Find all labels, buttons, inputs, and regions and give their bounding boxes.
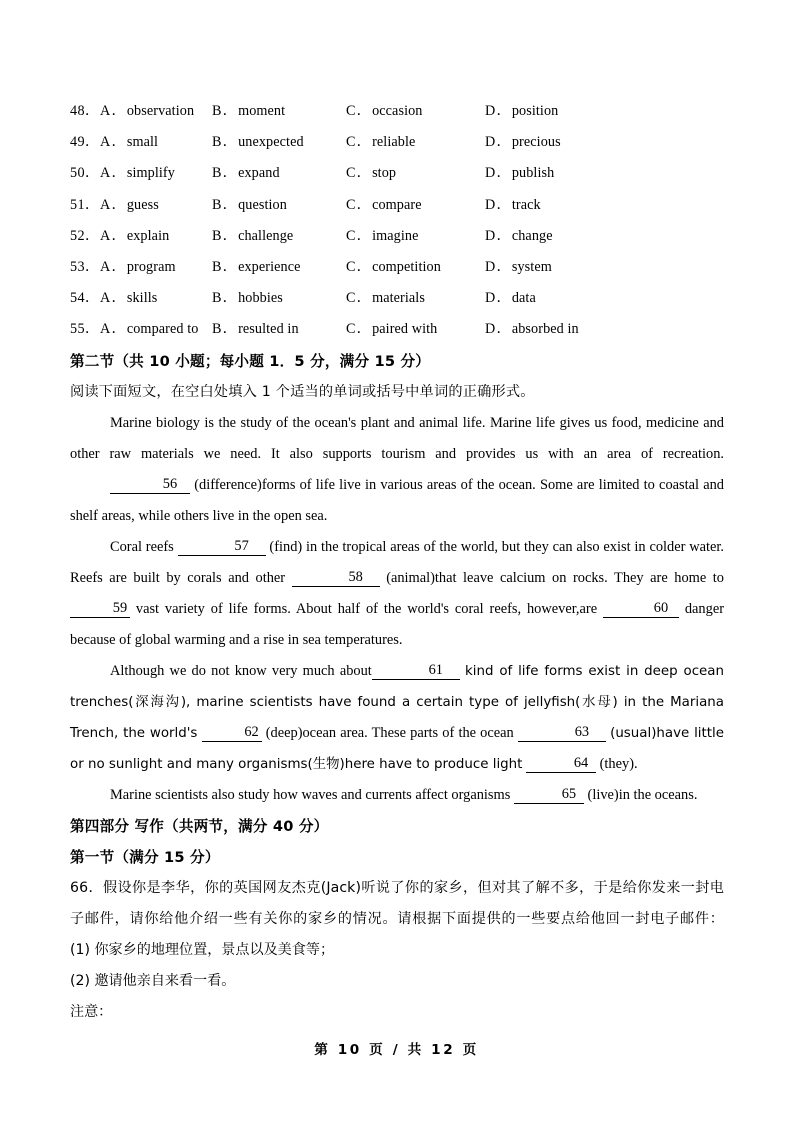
option-a-label: A． (100, 134, 127, 151)
passage-text-4a: Although we do not know very much about (110, 662, 372, 679)
option-b-label: B． (212, 165, 239, 182)
option-a[interactable] (100, 190, 159, 221)
multiple-choice-block (70, 96, 724, 346)
option-d-label: D． (485, 165, 512, 182)
option-a-label: A． (100, 165, 127, 182)
writing-prompt: 66．假设你是李华，你的英国网友杰克(Jack)听说了你的家乡，但对其了解不多，于是给你发来一封电子邮件，请你给他介绍一些有关你的家乡的情况。请根据下面提供的一些要点给他回一封电子邮件： (70, 879, 724, 927)
option-c-text: compare (372, 196, 422, 213)
option-c-label: C． (346, 227, 373, 244)
mc-row-48 (70, 96, 724, 127)
mc-row-50 (70, 158, 724, 189)
writing-notes-label: 注意： (70, 1003, 113, 1020)
option-a[interactable] (100, 221, 169, 252)
option-a-label: A． (100, 290, 127, 307)
part-four-heading: 第四部分 写作（共两节，满分 40 分） (70, 817, 329, 835)
mc-row-53 (70, 252, 724, 283)
option-a[interactable] (100, 252, 176, 283)
option-b[interactable] (212, 314, 299, 345)
section-two-instruction: 阅读下面短文，在空白处填入 1 个适当的单词或括号中单词的正确形式。 (70, 383, 535, 400)
option-b[interactable] (212, 283, 283, 314)
option-d[interactable] (485, 283, 536, 314)
passage-text-4c: (deep)ocean area. These parts of the ocean (265, 724, 514, 741)
option-c-text: competition (372, 258, 441, 275)
option-d-text: data (511, 290, 536, 307)
option-d-text: publish (511, 165, 555, 182)
page-footer: 第 10 页 / 共 12 页 (314, 1042, 479, 1058)
blank-56[interactable]: 56 (110, 476, 190, 494)
option-b-text: challenge (238, 227, 294, 244)
passage-text-3d: vast variety of life forms. About half of the world's coral reefs, however,are (135, 600, 598, 617)
option-c[interactable] (346, 221, 418, 252)
option-a-text: guess (126, 196, 159, 213)
writing-requirement-2: (2) 邀请他亲自来看一看。 (70, 972, 236, 989)
option-a-label: A． (100, 227, 127, 244)
option-b[interactable] (212, 221, 293, 252)
option-b-label: B． (212, 134, 239, 151)
option-a-text: explain (126, 227, 170, 244)
option-c[interactable] (346, 252, 441, 283)
mc-row-49 (70, 127, 724, 158)
option-c-label: C． (346, 290, 373, 307)
option-a-text: observation (126, 103, 195, 119)
option-d-text: system (511, 258, 552, 275)
option-c-text: imagine (372, 227, 419, 244)
option-a-text: program (126, 258, 176, 275)
mc-row-51 (70, 190, 724, 221)
passage-text-4e: (they). (599, 755, 638, 772)
option-c-label: C． (346, 103, 373, 119)
option-b[interactable] (212, 158, 280, 189)
option-c-text: materials (372, 290, 425, 307)
passage-paragraph-2 (70, 470, 724, 532)
mc-row-54 (70, 283, 724, 314)
mc-row-52 (70, 221, 724, 252)
page-content (70, 96, 724, 1028)
option-a-label: A． (100, 103, 127, 119)
option-c-text: paired with (372, 321, 438, 338)
option-c-text: occasion (372, 103, 423, 119)
option-d-label: D． (485, 134, 512, 151)
section-two-heading: 第二节（共 10 小题；每小题 1．5 分，满分 15 分） (70, 352, 431, 370)
option-d-label: D． (485, 258, 512, 275)
mc-row-55 (70, 314, 724, 345)
passage-text-3a: Coral reefs (110, 538, 174, 555)
option-a-label: A． (100, 258, 127, 275)
option-b-text: moment (238, 103, 286, 119)
option-b-label: B． (212, 227, 239, 244)
option-d[interactable] (485, 190, 541, 221)
option-a-label: A． (100, 321, 127, 338)
question-number: 49． (70, 134, 100, 151)
option-c-text: stop (372, 165, 397, 182)
option-d[interactable] (485, 96, 558, 127)
option-d-label: D． (485, 103, 512, 119)
blank-60[interactable]: 60 (603, 600, 679, 618)
option-c[interactable] (346, 314, 437, 345)
option-b[interactable] (212, 96, 285, 127)
question-number: 50． (70, 165, 100, 182)
option-c-label: C． (346, 134, 373, 151)
option-a[interactable] (100, 127, 158, 158)
option-d-label: D． (485, 321, 512, 338)
option-a-text: simplify (126, 165, 175, 182)
option-b-text: resulted in (238, 321, 299, 338)
blank-61[interactable]: 61 (372, 662, 460, 680)
passage-text-2: (difference)forms of life live in various areas of the ocean. Some are limited to coastal and shelf areas, while others live in the open sea. (70, 476, 724, 524)
option-d-label: D． (485, 196, 512, 213)
option-b-label: B． (212, 321, 239, 338)
passage-paragraph-1: Marine biology is the study of the ocean's plant and animal life. Marine life gives us food, medicine and other raw materials we need. It also supports tourism and provides us with an area of recreation. (70, 414, 724, 462)
option-c-label: C． (346, 196, 373, 213)
option-d[interactable] (485, 314, 579, 345)
option-d-label: D． (485, 227, 512, 244)
option-b-label: B． (212, 103, 239, 119)
option-a[interactable] (100, 96, 194, 127)
option-c[interactable] (346, 96, 423, 127)
option-d-text: change (511, 227, 553, 244)
blank-65[interactable]: 65 (514, 786, 584, 804)
option-d[interactable] (485, 221, 553, 252)
option-d[interactable] (485, 252, 552, 283)
option-b-text: experience (238, 258, 301, 275)
option-d-text: track (511, 196, 541, 213)
question-number: 51． (70, 196, 100, 213)
option-d-text: absorbed in (511, 321, 579, 338)
blank-58[interactable]: 58 (292, 569, 380, 587)
option-b-label: B． (212, 290, 239, 307)
writing-requirement-1: (1) 你家乡的地理位置，景点以及美食等； (70, 941, 335, 958)
blank-57[interactable]: 57 (178, 538, 266, 556)
option-b-label: B． (212, 196, 239, 213)
passage-text-3b: (find) in the tropical areas of the world, but they can also exist in colder water. Reefs are built by corals and other (70, 538, 724, 586)
blank-62[interactable]: 62 (202, 724, 262, 742)
option-c[interactable] (346, 158, 396, 189)
option-a-text: small (126, 134, 159, 151)
option-c-text: reliable (372, 134, 416, 151)
passage-paragraph-5 (70, 780, 724, 811)
passage-paragraph-3 (70, 532, 724, 656)
option-d[interactable] (485, 158, 554, 189)
passage-text-4b: kind of life forms exist in deep ocean trenches(深海沟), marine scientists have found a certain type of jellyfish(水母) in the Mariana Trench, the world's (70, 663, 724, 741)
question-number: 55． (70, 321, 100, 338)
passage-text-5b: (live)in the oceans. (587, 786, 698, 803)
option-b[interactable] (212, 127, 304, 158)
option-c-label: C． (346, 258, 373, 275)
question-number: 53． (70, 258, 100, 275)
option-a[interactable] (100, 158, 175, 189)
passage-text-3c: (animal)that leave calcium on rocks. They are home to (386, 569, 724, 586)
option-c-label: C． (346, 165, 373, 182)
option-a-label: A． (100, 196, 127, 213)
question-number: 52． (70, 227, 100, 244)
option-c[interactable] (346, 127, 415, 158)
option-c[interactable] (346, 190, 422, 221)
option-b-text: unexpected (238, 134, 304, 151)
option-c-label: C． (346, 321, 373, 338)
blank-59[interactable]: 59 (70, 600, 130, 618)
blank-63[interactable]: 63 (518, 724, 606, 742)
option-a-text: compared to (126, 321, 199, 338)
passage-paragraph-4 (70, 656, 724, 780)
part-four-section-one-heading: 第一节（满分 15 分） (70, 848, 220, 866)
option-a[interactable] (100, 314, 198, 345)
option-a[interactable] (100, 283, 157, 314)
passage-text-3e: danger because of global warming and a rise in sea temperatures. (70, 600, 724, 648)
option-b[interactable] (212, 190, 287, 221)
question-number: 54． (70, 290, 100, 307)
passage-text-5a: Marine scientists also study how waves and currents affect organisms (110, 786, 511, 803)
question-number: 48． (70, 103, 100, 119)
option-b-text: expand (238, 165, 280, 182)
option-d-label: D． (485, 290, 512, 307)
option-b-text: hobbies (238, 290, 283, 307)
option-b-text: question (238, 196, 287, 213)
option-d[interactable] (485, 127, 561, 158)
option-a-text: skills (126, 290, 158, 307)
option-b-label: B． (212, 258, 239, 275)
option-c[interactable] (346, 283, 425, 314)
option-b[interactable] (212, 252, 301, 283)
option-d-text: precious (511, 134, 561, 151)
passage-text-4d: (usual)have little or no sunlight and many organisms(生物)here have to produce light (70, 725, 724, 772)
blank-64[interactable]: 64 (526, 755, 596, 773)
option-d-text: position (511, 103, 559, 119)
